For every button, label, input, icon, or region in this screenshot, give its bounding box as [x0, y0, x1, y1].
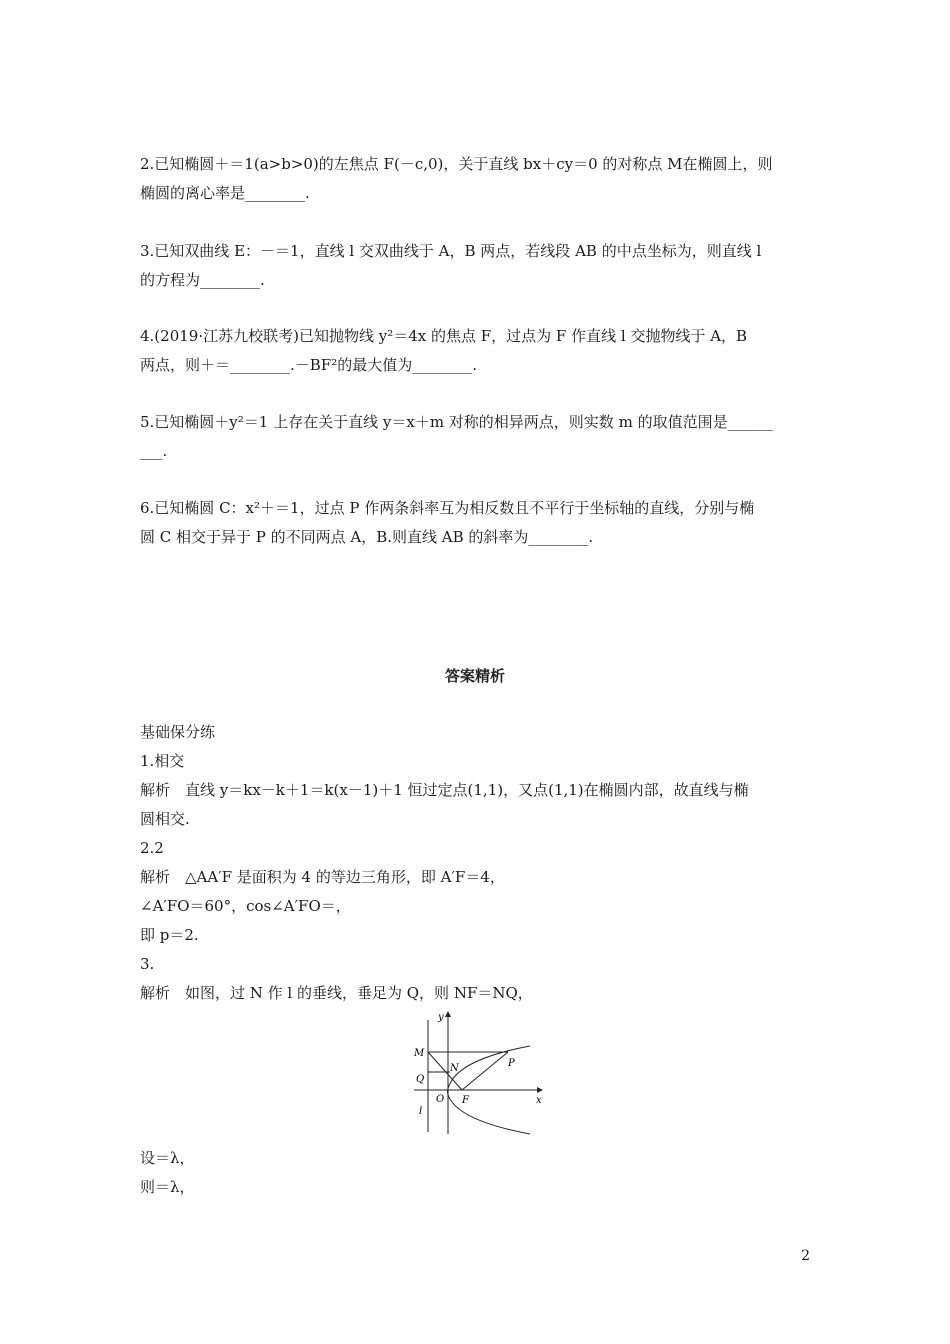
answer-continuation — [140, 1144, 195, 1202]
label-q: Q — [416, 1074, 425, 1085]
label-p: P — [508, 1058, 515, 1069]
label-y: y — [438, 1012, 444, 1023]
answer-line: 2.2 — [140, 839, 164, 857]
page-number: 2 — [801, 1248, 810, 1264]
answer-line: 圆相交. — [140, 810, 190, 828]
problem-5: 5.已知椭圆＋y²＝1 上存在关于直线 y＝x＋m 对称的相异两点，则实数 m 的取值范围是______ ___. — [140, 413, 773, 460]
label-l: l — [419, 1106, 423, 1117]
label-m: M — [414, 1048, 425, 1059]
answer-title: 答案精析 — [444, 667, 505, 685]
answer-section — [140, 718, 812, 1196]
problem-6: 6.已知椭圆 C：x²＋＝1，过点 P 作两条斜率互为相反数且不平行于坐标轴的直线，分别与椭 圆 C 相交于异于 P 的不同两点 A，B.则直线 AB 的斜率为________. — [140, 499, 755, 546]
answer-line: 解析 如图，过 N 作 l 的垂线，垂足为 Q，则 NF＝NQ， — [140, 984, 533, 1002]
answer-line: 即 p＝2. — [140, 926, 199, 944]
label-n: N — [450, 1063, 459, 1074]
answer-line: 基础保分练 — [140, 723, 216, 741]
answer-line: 设＝λ， — [140, 1149, 195, 1167]
label-x: x — [536, 1095, 542, 1106]
problem-4: 4.(2019·江苏九校联考)已知抛物线 y²＝4x 的焦点 F，过点为 F 作直线 l 交抛物线于 A，B 两点，则＋＝________.－BF²的最大值为________. — [140, 327, 748, 374]
label-o: O — [436, 1094, 445, 1105]
problem-3: 3.已知双曲线 E：－＝1，直线 l 交双曲线于 A，B 两点，若线段 AB 的中点坐标为，则直线 l 的方程为________. — [140, 242, 762, 289]
answer-line: 则＝λ， — [140, 1178, 195, 1196]
label-f: F — [462, 1095, 469, 1106]
answer-line: 解析 直线 y＝kx－k＋1＝k(x－1)＋1 恒过定点(1,1)，又点(1,1)在椭圆内部，故直线与椭 — [140, 781, 749, 799]
answer-line: 1.相交 — [140, 752, 185, 770]
problem-2: 2.已知椭圆＋＝1(a>b>0)的左焦点 F(－c,0)，关于直线 bx＋cy＝0 的对称点 M在椭圆上，则 椭圆的离心率是________. — [140, 155, 773, 202]
answer-line: 解析 △AA′F 是面积为 4 的等边三角形，即 A′F＝4， — [140, 868, 505, 886]
parabola-figure — [408, 1008, 548, 1138]
answer-line: ∠A′FO＝60°，cos∠A′FO＝， — [140, 897, 351, 915]
answer-line: 3. — [140, 955, 155, 973]
